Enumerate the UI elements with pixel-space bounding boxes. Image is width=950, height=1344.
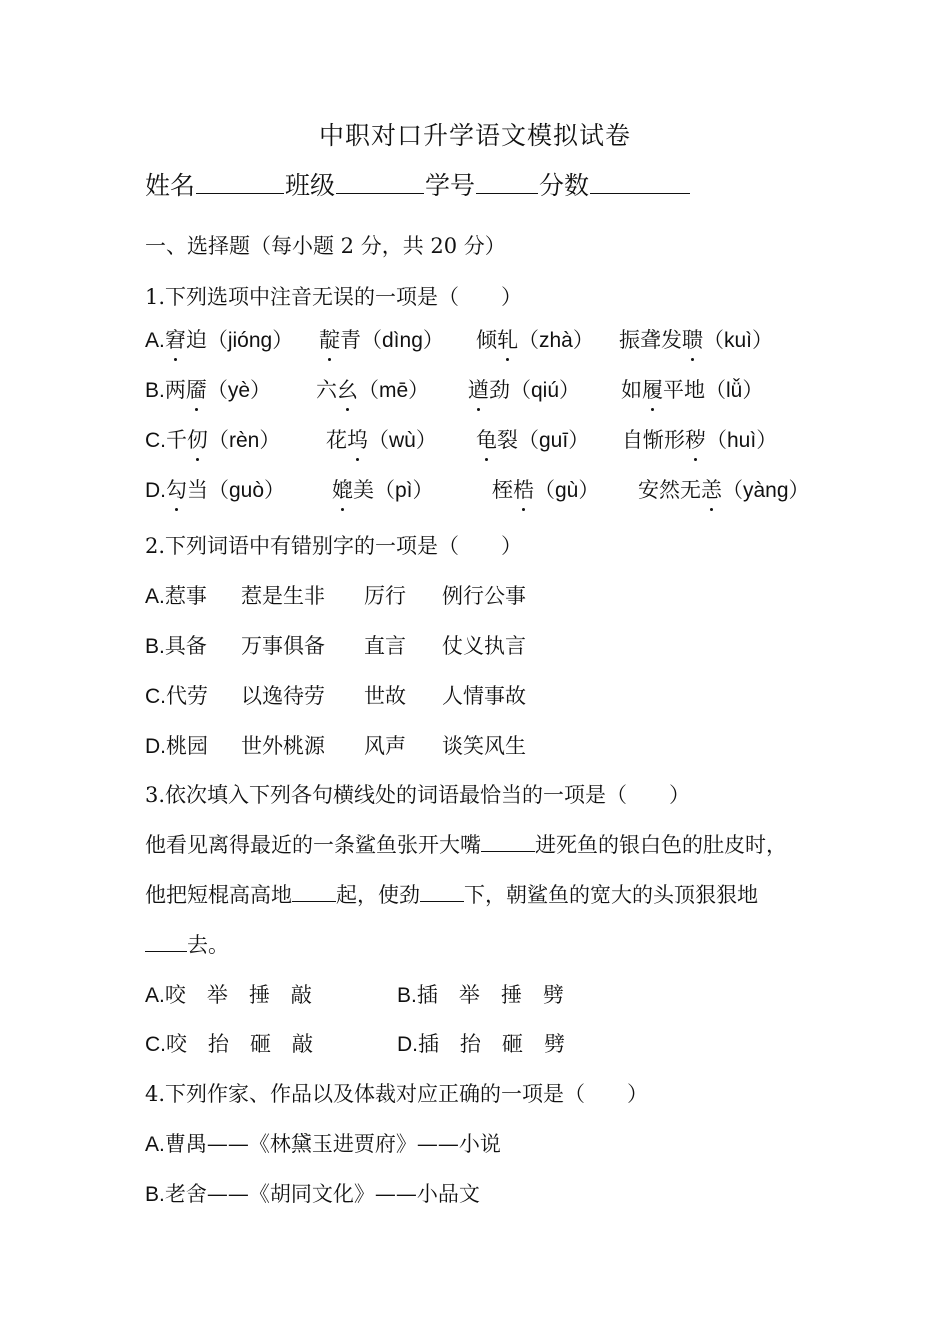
q3-passage-line-2: 他把短棍高高地 起，使劲 下，朝鲨鱼的宽大的头顶狠狠地 xyxy=(145,883,758,907)
q1-option-c: C.千仞（rèn） 花坞（wù） 龟裂（guī） 自惭形秽（huì） xyxy=(145,424,825,454)
q3-option-d: D.插 抬 砸 劈 xyxy=(397,1032,565,1056)
q3-option-c: C.咬 抬 砸 敲 xyxy=(145,1032,313,1056)
q1-option-d: D.勾当（guò） 媲美（pì） 桎梏（gù） 安然无恙（yàng） xyxy=(145,474,835,504)
q3-option-a: A.咬 举 捶 敲 xyxy=(145,983,312,1007)
q2-option-c: C.代劳 以逸待劳 世故 人情事故 xyxy=(145,684,526,708)
question-2-stem: 2.下列词语中有错别字的一项是（ ） xyxy=(145,534,523,558)
class-blank xyxy=(336,192,424,194)
q1-option-a: A.窘迫（jióng） 靛青（dìng） 倾轧（zhà） 振聋发聩（kuì） xyxy=(145,324,825,354)
q2-option-b: B.具备 万事俱备 直言 仗义执言 xyxy=(145,634,526,658)
name-label: 姓名 xyxy=(145,171,196,200)
score-blank xyxy=(590,192,690,194)
fill-blank-3 xyxy=(420,883,464,902)
section-heading: 一、选择题（每小题 2 分，共 20 分） xyxy=(145,234,506,258)
q3-options-row-2 xyxy=(145,1028,585,1058)
q1-option-b: B.两靥（yè） 六幺（mē） 遒劲（qiú） 如履平地（lǚ） xyxy=(145,374,825,404)
q2-option-a: A.惹事 惹是生非 厉行 例行公事 xyxy=(145,584,526,608)
student-info-line xyxy=(145,166,691,202)
q2-option-d: D.桃园 世外桃源 风声 谈笑风生 xyxy=(145,734,526,758)
q4-option-b: B.老舍——《胡同文化》——小品文 xyxy=(145,1182,480,1206)
question-1-stem: 1.下列选项中注音无误的一项是（ ） xyxy=(145,285,523,309)
question-4-stem: 4.下列作家、作品以及体裁对应正确的一项是（ ） xyxy=(145,1082,649,1106)
q3-passage-line-3: 去。 xyxy=(145,929,229,959)
class-label: 班级 xyxy=(285,171,336,200)
question-3-stem: 3.依次填入下列各句横线处的词语最恰当的一项是（ ） xyxy=(145,783,691,807)
page-title: 中职对口升学语文模拟试卷 xyxy=(318,121,631,150)
number-blank xyxy=(476,192,538,194)
q4-option-a: A.曹禺——《林黛玉进贾府》——小说 xyxy=(145,1132,501,1156)
fill-blank-4 xyxy=(145,933,187,952)
fill-blank-1 xyxy=(481,833,535,852)
score-label: 分数 xyxy=(539,171,590,200)
name-blank xyxy=(196,192,284,194)
q3-passage-line-1: 他看见离得最近的一条鲨鱼张开大嘴 进死鱼的银白色的肚皮时， xyxy=(145,833,787,857)
number-label: 学号 xyxy=(425,171,476,200)
q3-options-row-1 xyxy=(145,979,585,1009)
fill-blank-2 xyxy=(292,883,336,902)
q3-option-b: B.插 举 捶 劈 xyxy=(397,983,564,1007)
